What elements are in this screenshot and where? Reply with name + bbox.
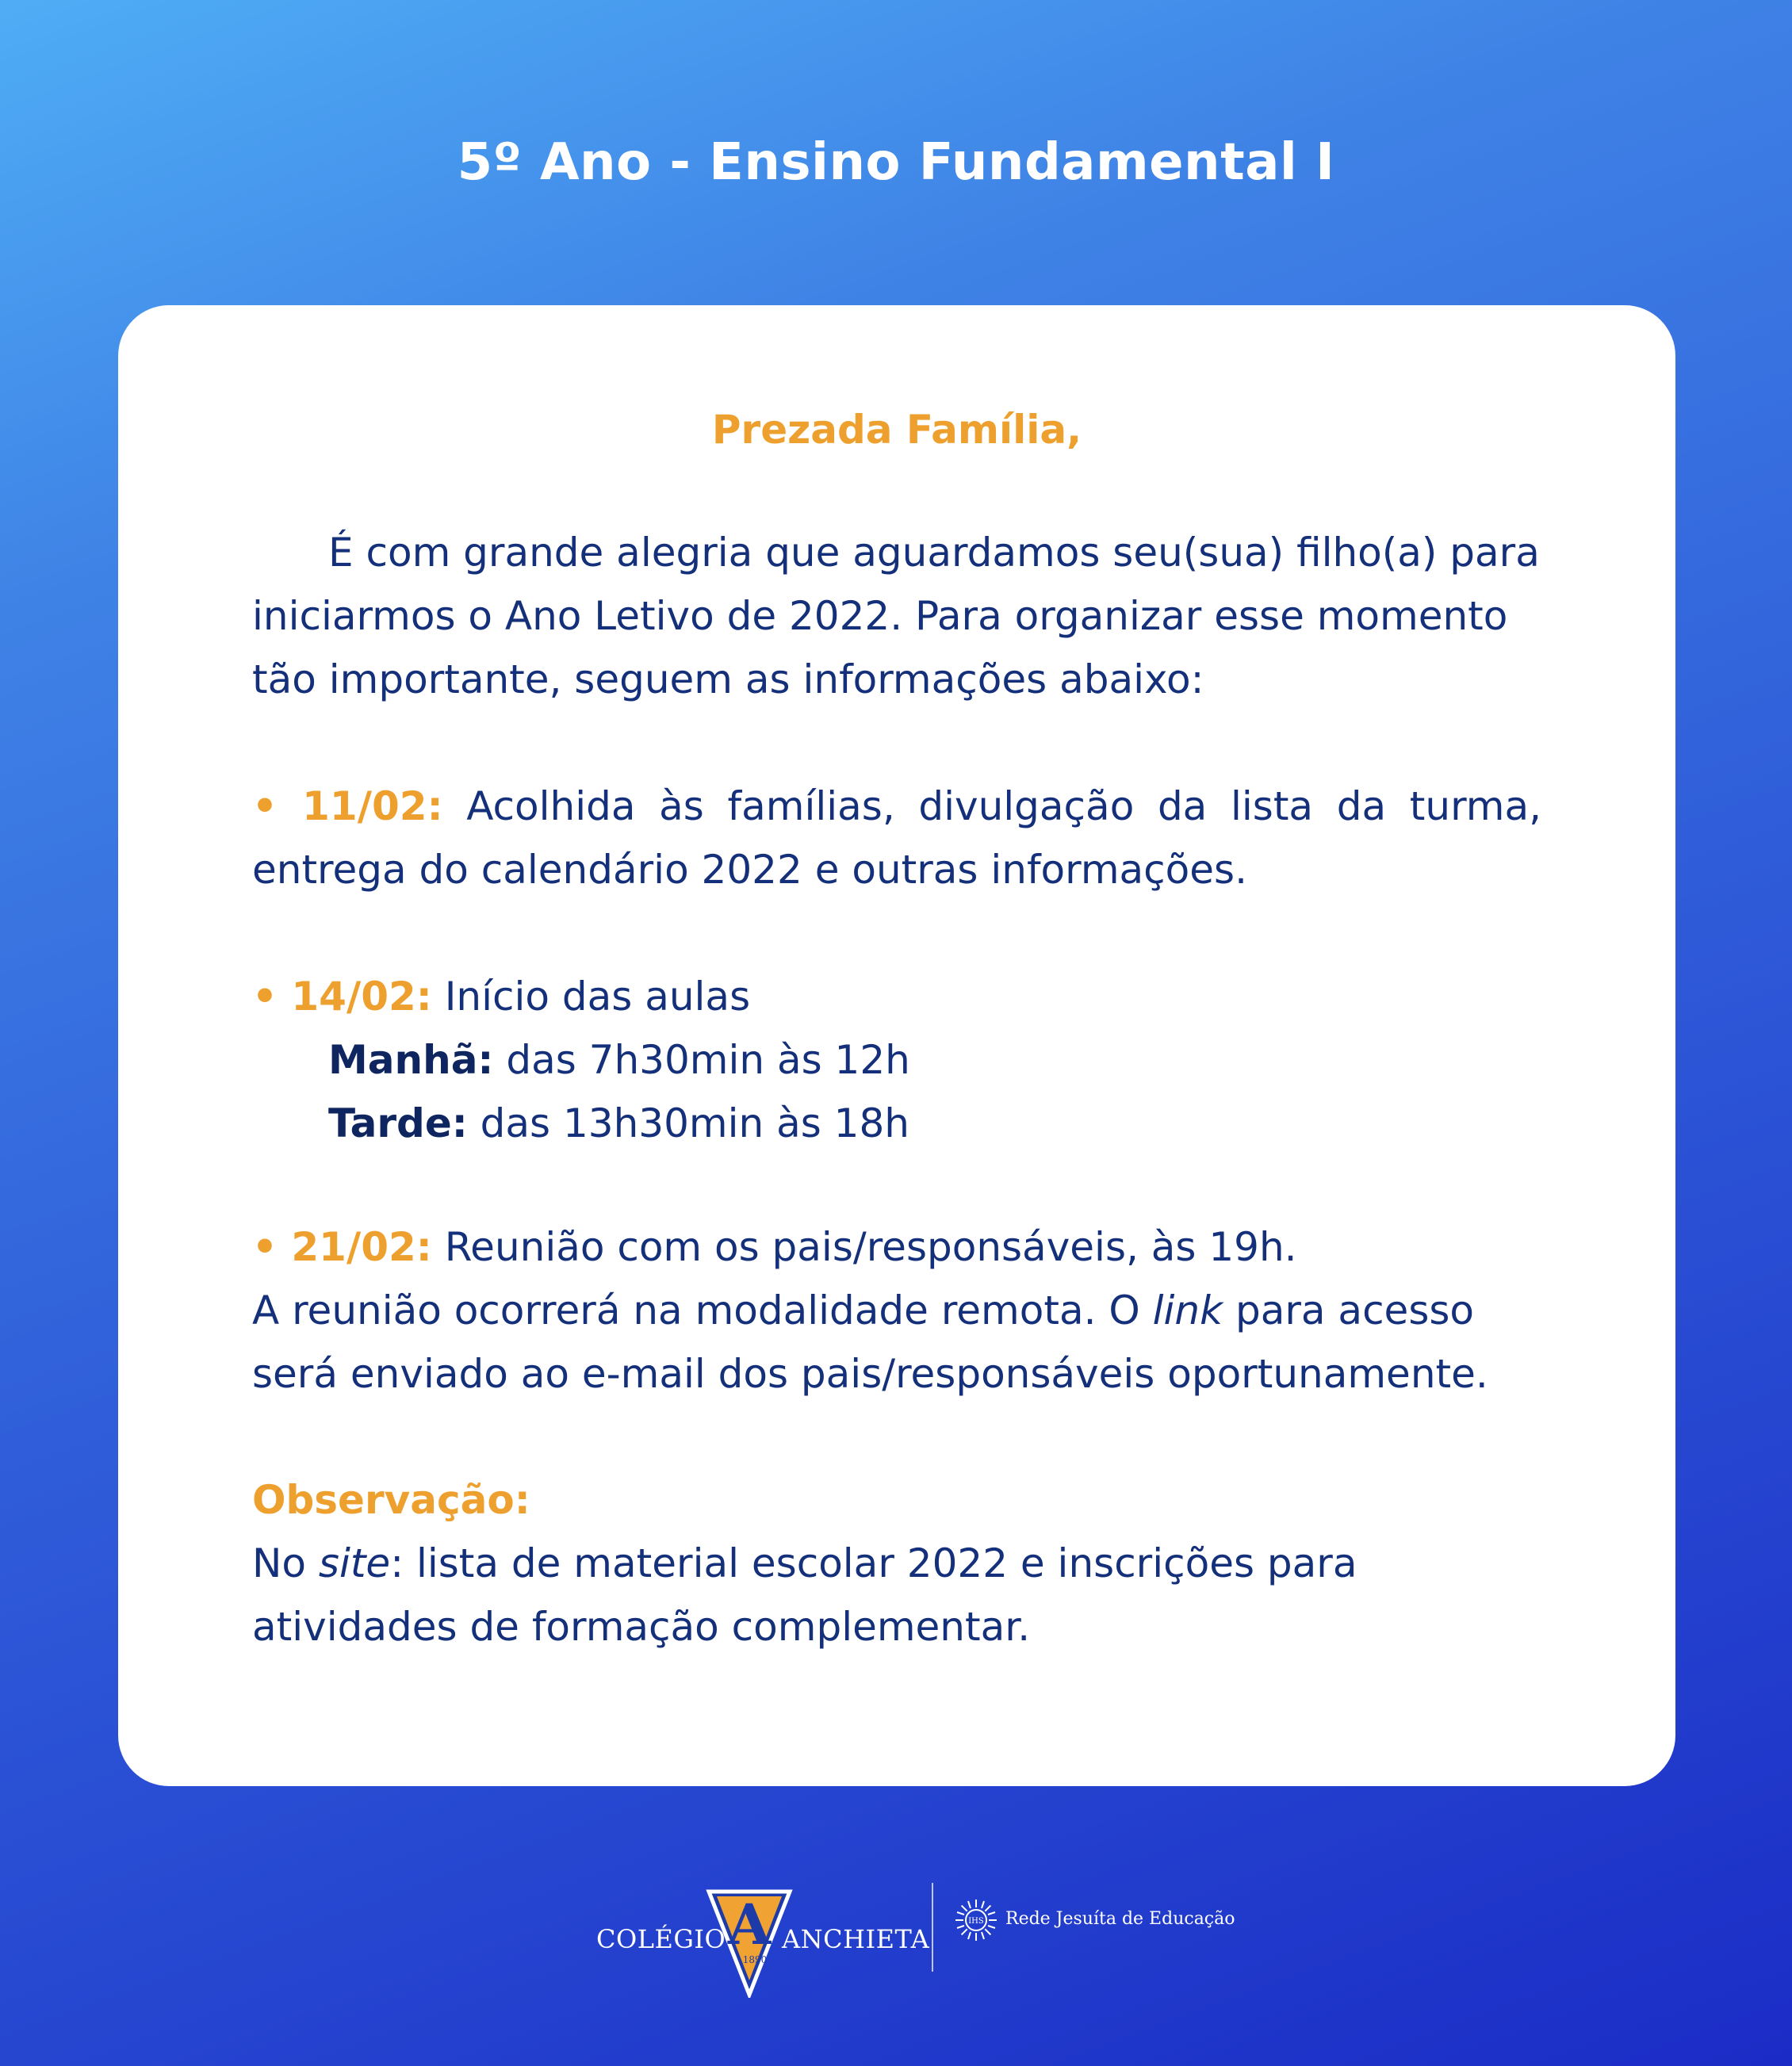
item-text: Acolhida às famílias, divulgação da lista da turma, entrega do calendário 2022 e outras informações. [252,783,1541,893]
observation-site-word: site [318,1540,391,1586]
observation-pre: No [252,1540,319,1586]
crest-year: 1890 [742,1954,768,1965]
page-title: 5º Ano - Ensino Fundamental I [457,133,1335,192]
morning-text: das 7h30min às 12h [493,1037,910,1083]
meeting-note-link-word: link [1152,1287,1223,1333]
observation-heading: Observação: [252,1477,530,1523]
letter-card [118,305,1675,1786]
bullet: • [252,783,303,829]
observation-post: : lista de material escolar 2022 e inscrições para atividades de formação complementar. [252,1540,1357,1650]
morning-schedule [252,1028,1541,1092]
intro-text: É com grande alegria que aguardamos seu(sua) filho(a) para iniciarmos o Ano Letivo de 2022. Para organizar esse momento tão importante, seguem as informações abaixo: [252,530,1540,702]
schedule-item-2102 [252,1215,1541,1406]
bullet: • [252,1224,292,1270]
schedule-item-1102 [252,775,1541,901]
schedule-item-1402 [252,965,1541,1155]
meeting-note-post: para acesso será enviado ao e-mail dos pais/responsáveis oportunamente. [252,1287,1488,1397]
afternoon-schedule [252,1092,1541,1155]
date-label: 11/02: [302,783,443,829]
sun-seal-text: IHS [968,1917,984,1926]
item-text: Reunião com os pais/responsáveis, às 19h. [431,1224,1297,1270]
anchieta-crest-icon [706,1879,793,1998]
logo-word-anchieta: ANCHIETA [782,1924,930,1954]
afternoon-label: Tarde: [328,1100,468,1146]
intro-paragraph [252,521,1541,711]
morning-label: Manhã: [328,1037,494,1083]
footer [0,1879,1792,2006]
greeting: Prezada Família, [711,407,1082,453]
colegio-anchieta-logo [596,1879,930,2006]
date-label: 21/02: [291,1224,432,1270]
crest-letter: A [727,1892,772,1957]
network-name: Rede Jesuíta de Educação [1005,1909,1235,1929]
logo-word-colegio: COLÉGIO [596,1924,726,1954]
item-text: Início das aulas [431,974,751,1020]
observation-block [252,1468,1541,1659]
afternoon-text: das 13h30min às 18h [467,1100,909,1146]
date-label: 14/02: [291,974,432,1020]
jesuit-sun-icon [954,1898,998,1942]
logo-divider [932,1883,933,1972]
bullet: • [252,974,292,1020]
meeting-note-pre: A reunião ocorrerá na modalidade remota. O [252,1287,1153,1333]
